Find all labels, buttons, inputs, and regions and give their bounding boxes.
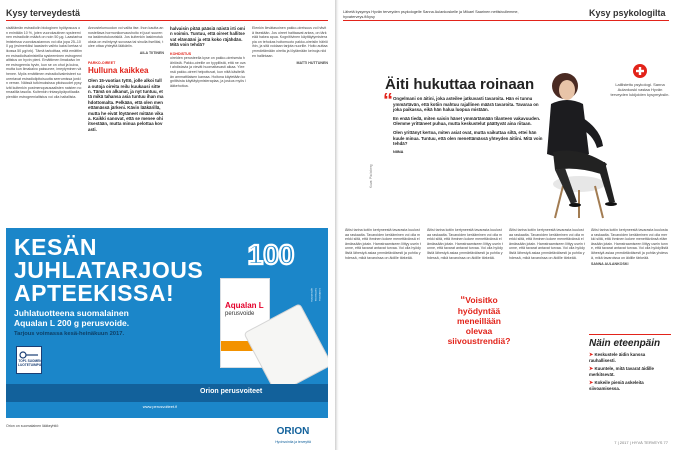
photo-credit: Kuva: Pia Inberg [369,164,373,188]
aqualan-advertisement [6,228,328,418]
orion-tagline: Hyvinvointia ja terveyttä [275,440,311,444]
subsection-heading: Hulluna kaikkea [88,66,149,76]
red-cross-badge-icon [633,64,647,78]
arrow-icon: ➤ [589,365,594,372]
ad-headline [14,236,203,305]
section-title-left: Kysy terveydestä [6,8,81,18]
kohdistus-label: KOHDISTUS [170,51,192,56]
ad-orion-bar [6,384,328,402]
pull-quote: “Voisitko hyödyntää meneillään olevaa siivoustrendiä? [443,292,515,349]
article-column-2 [88,26,164,132]
sidebar-rule [589,334,671,335]
product-box-name: perusvoide [225,311,255,317]
svg-text:100: 100 [247,239,295,268]
arrow-icon: ➤ [589,379,594,386]
product-box-brand: Aqualan L [225,301,264,310]
hundred-years-icon [238,238,304,268]
sidebar-item-1: ➤ Keskustele äidin kanssa rauhallisesti. [589,352,646,364]
letter-paragraph-3: Olen yrittänyt kertoa, miten asiat ovat, mutta vaikuttaa siltä, ettei hän kuule minua. Tuntuu, että olen menettämässä yhteyden äitiini. Mitä voin tehdä? [393,129,543,147]
column-4-signature: MATTI HUTTUNEN [296,61,328,66]
section-title-right: Kysy psykologilta [589,8,666,18]
answer-column-1 [345,228,421,260]
quote-mark-icon: “ [383,90,393,112]
answer-column-4 [591,228,669,267]
answer-column-3 [509,228,585,260]
column-4-text: Elenkin lievätasoinen pakko-oireisuus voi hävitä itsestään. Jos oireet haittaavat arkea, on tärkeää hakea apua. Kognitiivinen käyttäytymisterapia on tehokas hoitomuoto pakko-oireisiin häiriöihin, ja sitä voidaan tarjota nuorille. Hoito auttaa ymmärtämään oireita ja löytämään keinoja niiden hallintaan. [252,26,328,58]
answer-text-1: Äitisi tarina kotiin kertyneestä tavarasta kuulostaa raskaalta. Tavaroiden kerääminen voi olla merkki siitä, että ihminen kokee menettävänsä elämässään jotain. Hamstraamiseen liittyy usein tunne, että tavarat antavat turvaa. Voi olla hyödyllistä lähestyä asiaa ymmärtäväisesti ja pohtia yhdessä, mikä tavaroissa on äidille tärkeää. [345,228,421,260]
trust-badge [16,346,42,374]
trust-badge-text: TOP1 SUOMEN LUOTETUIMPIA [18,359,42,367]
portrait-caption: Laillistettu psykologi. Sanna Aulankoski vastaa Hyvän terveyden lukijoiden kysymyksiin. [610,82,670,97]
article-column-4 [252,26,328,66]
article-column-3 [170,26,246,88]
ad-subheadline [14,308,214,328]
column-2-signature: AILA TIITINEN [139,50,164,55]
ad-offer-validity: Tarjous voimassa kesä-heinäkuun 2017. [14,331,125,337]
section-rule-left [6,20,328,21]
left-footer-note: Orion on suomalainen lääkeyhtiö [6,424,59,428]
subsection-label: PARKO-OIREET [88,60,116,65]
answer-column-2 [427,228,503,260]
ad-headline-line-3: APTEEKISSA! [14,280,175,306]
letter-paragraph-1: Ongelmani on äitini, joka asteilee jatkuvasti tavaroita. Hän ei tunnu ymmärtävän, että kotiin mahtuu rajallinen määrä tavaroita. Tavaraa on joka paikassa, eikä hän halua luopua mistään. [393,96,539,113]
next-steps-sidebar [589,332,671,393]
sidebar-item-2: ➤ Kuuntele, mitä tavarat äidille merkitsevät. [589,365,654,378]
ad-fine-print: Lisätietoa tuotteesta apteekista [310,288,322,302]
sidebar-title: Näin eteenpäin [589,338,661,349]
svg-text:ORION: ORION [276,426,310,435]
page-footer: 7 | 2017 | HYVÄ TERVEYS 77 [614,440,668,445]
ad-orion-text: Orion perusvoiteet [200,388,263,395]
sidebar-item-3: ➤ Kokeile pieniä askeleita siivoamisessa. [589,379,644,392]
answer-text-3: Äitisi tarina kotiin kertyneestä tavarasta kuulostaa raskaalta. Tavaroiden kerääminen voi olla merkki siitä, että ihminen kokee menettävänsä elämässään jotain. Hamstraamiseen liittyy usein tunne, että tavarat antavat turvaa. Voi olla hyödyllistä lähestyä asiaa ymmärtäväisesti ja pohtia yhdessä, mikä tavaroissa on äidille tärkeää. [509,228,585,260]
question-continued: halvaisin pitää pääsiä näistä irti omin voimin. Tuntuu, että oireet hallitsevat elämääni ja että koko räjähdän. Mitä voin tehdä? [170,26,245,48]
column-3-text: oireiden perusteella kyse on pakko-oireisesta häiriöstä. Pakko-oireille on tyypillistä, että ne ovat ahdistavia ja vievät huomattavasti aikaa. Yleensä pakko-oireet helpottuvat, kun niitä käsitellään ammattilaisen kanssa. Hoitona käytetään kognitiivista käyttäytymisterapiaa, ja joskus myös lääkehoitoa. [170,56,246,88]
letter-signature: NIINA [393,149,404,154]
column-1-text: sisältämän estradiolin biologinen hyötyosuus on enintään 10 %, joten vuorokautinen systeeminen estradiolin määrä on noin 50 μg. Laastarivalmisteissa vuorokausiannos voi olla jopa 25–100 μg (esimerkiksi laastarin vaihto kaksi kertaa viikossa 50 μg/vrk). Tämä tarkoittaa, että emättimen estradiolivalmisteilla systeeminen estrogeenialtistus on hyvin pieni. Emättimen limakalvo imee estrogeenia hyvin, kun se on ohut ja kuiva, mutta kun limakalvo paksunee, imeytyminen vähenee. Myös emättimen estradiolivalmisteet suurentavat estradiolipitoisuutta seerumissa jonkin verran. Näissä tutkimuksissa pitoisuudet pysyivät kuitenkin postmenopausaalisten naisten normaalilla tasolla. Kuitenkin rintasyöpäpotilaalla pienikin estrogeenialtistus voi olla haitallista. [6,26,82,99]
left-page [0,0,335,450]
ad-headline-line-2: JUHLATARJOUS [14,257,204,283]
orion-logo [268,422,318,444]
reader-letter [393,96,543,158]
orion-wordmark-icon [268,425,318,435]
answer-text-2: Äitisi tarina kotiin kertyneestä tavarasta kuulostaa raskaalta. Tavaroiden kerääminen voi olla merkki siitä, että ihminen kokee menettävänsä elämässään jotain. Hamstraamiseen liittyy usein tunne, että tavarat antavat turvaa. Voi olla hyödyllistä lähestyä asiaa ymmärtäväisesti ja pohtia yhdessä, mikä tavaroissa on äidille tärkeää. [427,228,503,260]
section-rule-right [343,20,669,21]
pull-quote-text: Voisitko hyödyntää meneillään olevaa siivoustrendiä? [447,295,511,346]
reader-question: Olen 15-vuotias tyttö, jolle alkoi tulla outoja oireita reilu kuukausi sitten. Tämä on alkanut, ja nyt tuntuu, että mikä tahansa asia tuntuu ihan mahdottomalta. Pelkään, että olen menettämässä järkeni. Kävin lääkärillä, mutta he eivät löytäneet mitään vikaa. Kaikki sanovat, että se menee ohi itsestään, mutta minua pelottaa kovasti. [88,78,164,132]
letter-paragraph-2: En enää tiedä, miten saisin hänet ymmärtämään tilanteen vakavuuden. Olemme yrittäneet puhua, mutta keskustelut päättyvät aina riitaan. [393,115,541,127]
answer-signature: SANNA AULANKOSKI [591,262,629,267]
ad-url[interactable]: www.perusvoiteet.fi [142,404,178,409]
arrow-icon: ➤ [589,352,594,358]
ad-headline-line-1: KESÄN [14,234,98,260]
answer-text-4: Äitisi tarina kotiin kertyneestä tavarasta kuulostaa raskaalta. Tavaroiden kerääminen voi olla merkki siitä, että ihminen kokee menettävänsä elämässään jotain. Hamstraamiseen liittyy usein tunne, että tavarat antavat turvaa. Voi olla hyödyllistä lähestyä asiaa ymmärtäväisesti ja pohtia yhdessä, mikä tavaroissa on äidille tärkeää. [591,228,669,260]
article-title: Äiti hukuttaa roinaan [385,76,535,93]
article-column-1 [6,26,82,100]
submission-caption: Lähetä kysymys Hyvän terveyden psykologelle Sanna Aulankoskelle ja Mikael Saarinen nettisivullemme, hyvaterveys.fi/kysy [343,10,519,19]
ad-subheadline-line-2: Aqualan L 200 g perusvoide. [14,318,130,328]
ad-subheadline-line-1: Juhlatuotteena suomalainen [14,308,129,318]
column-2-text: Annostelumuodon voi valita itse. Ihon kautta annosteltava hormonikorvaushoito ei juuri suurenna laskimotukosriskiä. Jos kuitenkin laskimotukoksia on esiintynyt suvussa tai sinulla itselläsi, tulee ottaa yhteyttä lääkäriin. [88,26,164,49]
right-page [339,0,674,450]
